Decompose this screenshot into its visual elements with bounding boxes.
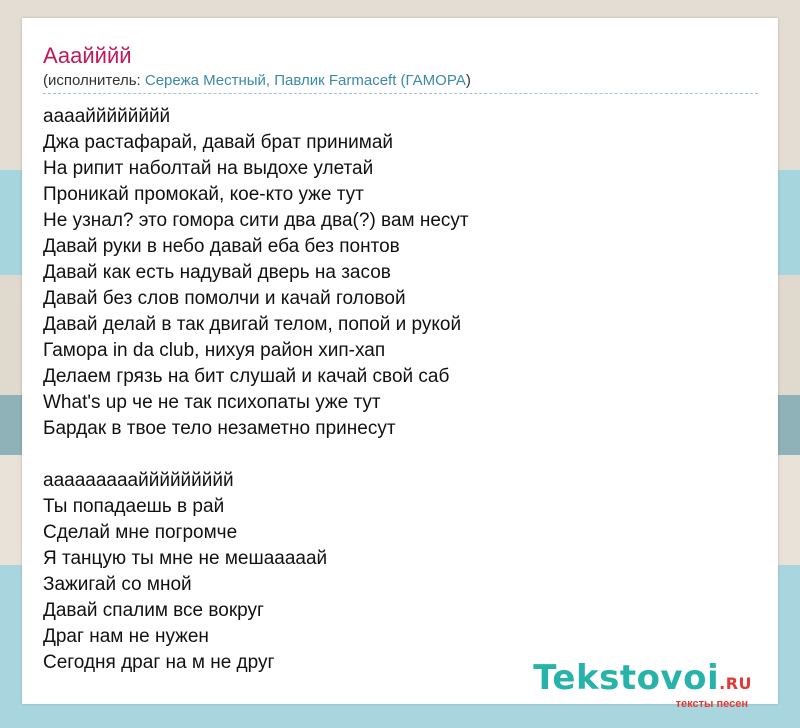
lyric-line: Джа растафарай, давай брат принимай [43,132,394,153]
logo-tld: .RU [719,674,752,693]
lyric-line: Драг нам не нужен [43,626,209,647]
lyric-line: Делаем грязь на бит слушай и качай свой саб [43,366,450,387]
lyric-line: Я танцую ты мне не мешааааай [43,548,328,569]
divider [43,93,758,94]
lyric-line: Давай спалим все вокруг [43,600,264,621]
lyric-line: Давай без слов помолчи и качай головой [43,288,406,309]
lyrics-body [43,104,469,676]
logo-wordmark [533,660,752,702]
song-title: Ааайййй [43,43,132,68]
lyric-line: Не узнал? это гомора сити два два(?) вам несут [43,210,469,231]
lyric-line: аааайййййййй [43,106,171,127]
lyric-line: аааааааааййййййййй [43,470,234,491]
lyric-line: Гамора in da club, нихуя район хип-хап [43,340,386,361]
lyric-line: Проникай промокай, кое-кто уже тут [43,184,364,205]
site-logo[interactable] [533,660,752,710]
lyric-line: What's up че не так психопаты уже тут [43,392,381,413]
performer-link[interactable]: Сережа Местный, Павлик Farmaceft (ГАМОРА [144,72,466,89]
lyric-line: Давай делай в так двигай телом, попой и рукой [43,314,462,335]
logo-tagline: тексты песен [675,698,748,710]
performer-prefix: (исполнитель: [43,72,145,89]
lyric-line: Зажигай со мной [43,574,192,595]
performer-suffix: ) [465,72,471,89]
lyric-line: Сделай мне погромче [43,522,238,543]
lyric-blank-line [43,442,469,468]
lyric-line: Бардак в твое тело незаметно принесут [43,418,396,439]
lyric-line: Давай руки в небо давай еба без понтов [43,236,400,257]
performer-line [43,72,471,90]
logo-name: Tekstovoi [533,658,720,698]
lyric-line: Давай как есть надувай дверь на засов [43,262,391,283]
lyric-line: На рипит наболтай на выдохе улетай [43,158,374,179]
lyric-line: Сегодня драг на м не друг [43,652,275,673]
lyrics-card [22,18,778,710]
lyric-line: Ты попадаешь в рай [43,496,225,517]
